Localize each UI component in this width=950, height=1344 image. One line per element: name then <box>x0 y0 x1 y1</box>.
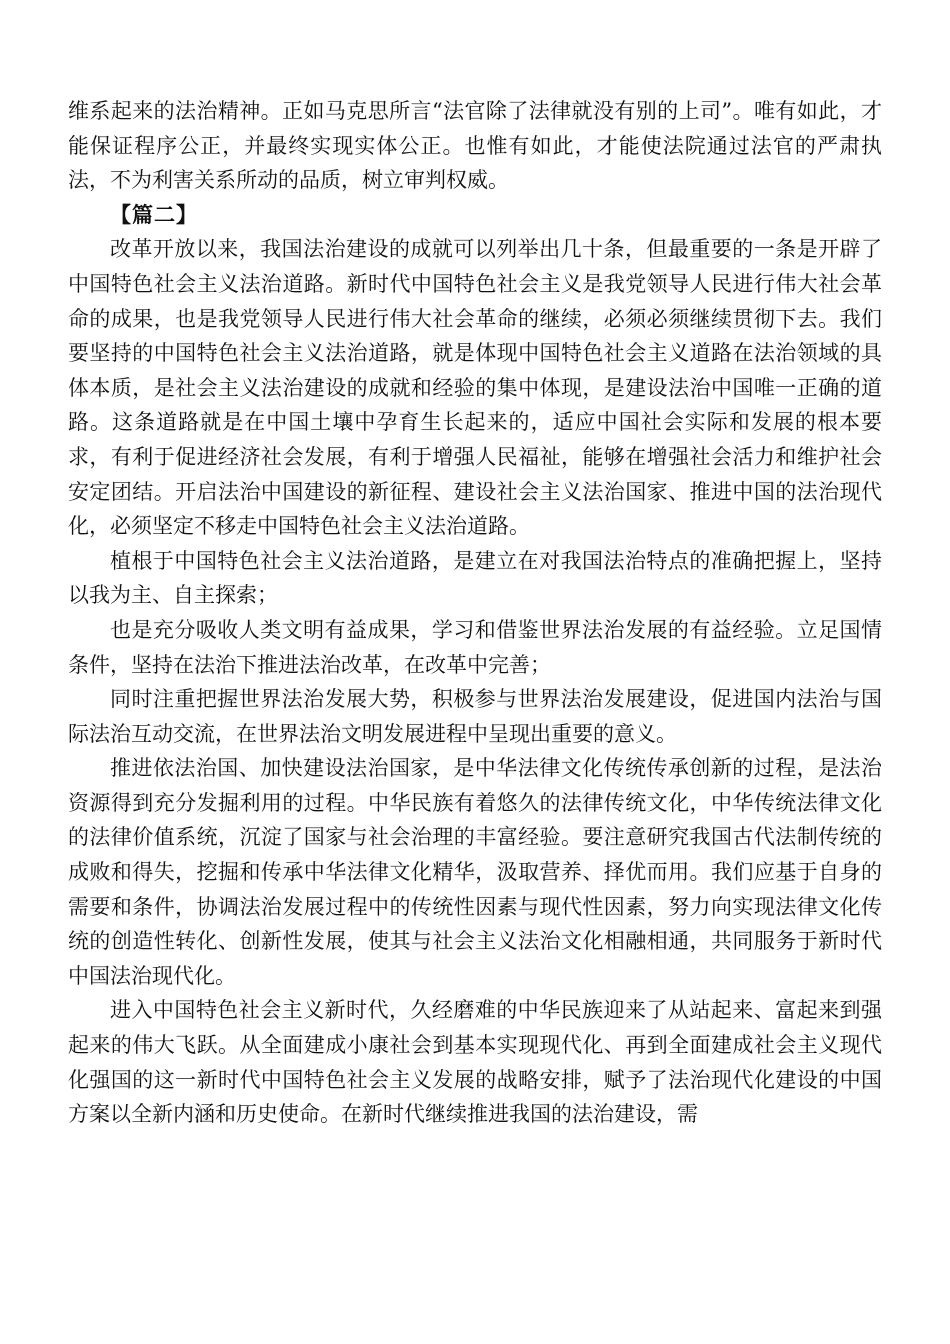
document-body <box>68 94 882 1132</box>
paragraph: 推进依法治国、加快建设法治国家，是中华法律文化传统传承创新的过程，是法治资源得到充分发掘利用的过程。中华民族有着悠久的法律传统文化，中华传统法律文化的法律价值系统，沉淀了国家与社会治理的丰富经验。要注意研究我国古代法制传统的成败和得失，挖掘和传承中华法律文化精华，汲取营养、择优而用。我们应基于自身的需要和条件，协调法治发展过程中的传统性因素与现代性因素，努力向实现法律文化传统的创造性转化、创新性发展，使其与社会主义法治文化相融相通，共同服务于新时代中国法治现代化。 <box>68 756 882 988</box>
paragraph: 也是充分吸收人类文明有益成果，学习和借鉴世界法治发展的有益经验。立足国情条件，坚持在法治下推进法治改革，在改革中完善； <box>68 617 882 677</box>
paragraph: 进入中国特色社会主义新时代，久经磨难的中华民族迎来了从站起来、富起来到强起来的伟大飞跃。从全面建成小康社会到基本实现现代化、再到全面建成社会主义现代化强国的这一新时代中国特色社会主义发展的战略安排，赋予了法治现代化建设的中国方案以全新内涵和历史使命。在新时代继续推进我国的法治建设，需 <box>68 998 882 1127</box>
section-heading: 【篇二】 <box>110 201 198 227</box>
paragraph: 同时注重把握世界法治发展大势，积极参与世界法治发展建设，促进国内法治与国际法治互动交流，在世界法治文明发展进程中呈现出重要的意义。 <box>68 687 882 746</box>
paragraph-continued: 维系起来的法治精神。正如马克思所言“法官除了法律就没有别的上司”。唯有如此，才能保证程序公正，并最终实现实体公正。也惟有如此，才能使法院通过法官的严肃执法，不为利害关系所动的品质，树立审判权威。 <box>68 99 882 193</box>
paragraph: 植根于中国特色社会主义法治道路，是建立在对我国法治特点的准确把握上，坚持以我为主、自主探索； <box>68 548 882 608</box>
paragraph: 改革开放以来，我国法治建设的成就可以列举出几十条，但最重要的一条是开辟了中国特色社会主义法治道路。新时代中国特色社会主义是我党领导人民进行伟大社会革命的成果，也是我党领导人民进行伟大社会革命的继续，必须必须继续贯彻下去。我们要坚持的中国特色社会主义法治道路，就是体现中国特色社会主义道路在法治领域的具体本质，是社会主义法治建设的成就和经验的集中体现，是建设法治中国唯一正确的道路。这条道路就是在中国土壤中孕育生长起来的，适应中国社会实际和发展的根本要求，有利于促进经济社会发展，有利于增强人民福祉，能够在增强社会活力和维护社会安定团结。开启法治中国建设的新征程、建设社会主义法治国家、推进中国的法治现代化，必须坚定不移走中国特色社会主义法治道路。 <box>68 237 882 539</box>
